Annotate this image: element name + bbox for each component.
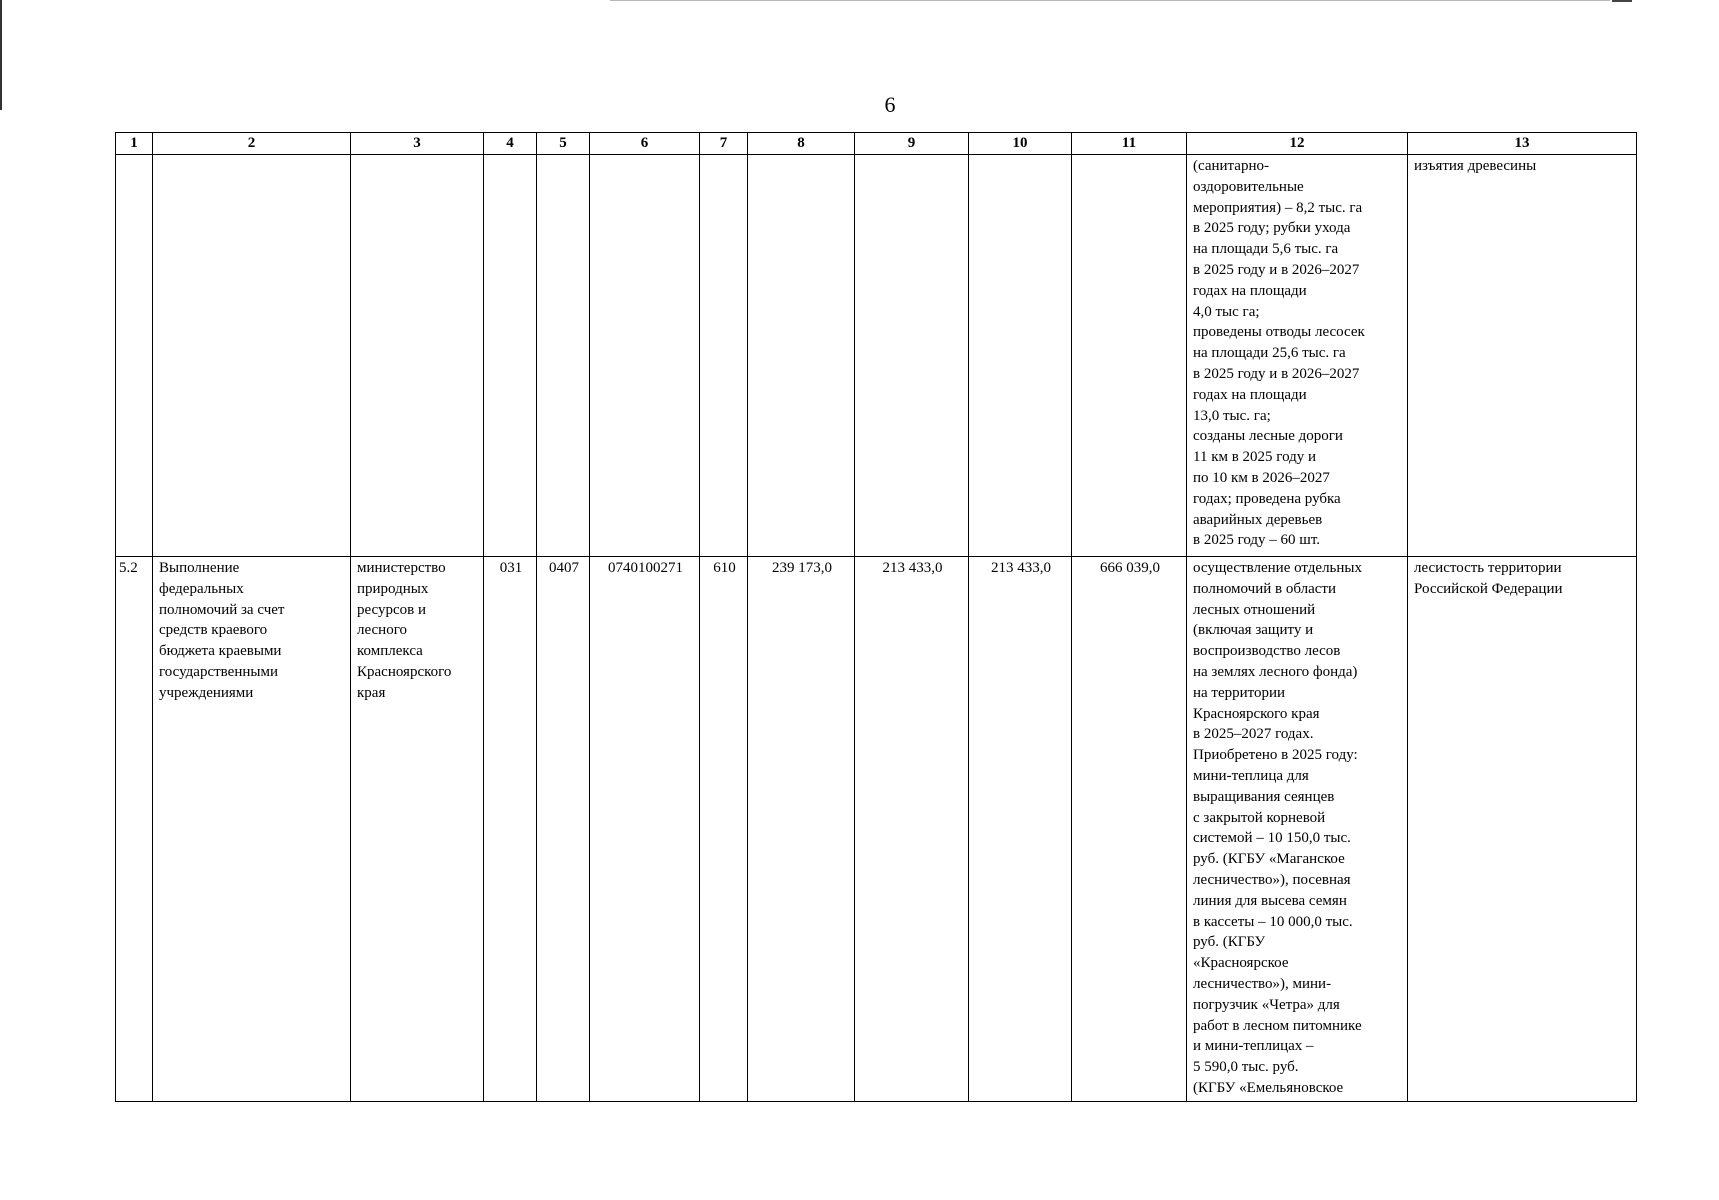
budget-table	[115, 132, 1637, 1102]
cell-amount-2027: 213 433,0	[969, 557, 1072, 1102]
table-row	[116, 557, 1637, 1102]
cell-item-number: 5.2	[116, 557, 153, 1102]
col-header-13: 13	[1408, 133, 1637, 155]
cell-csr	[590, 155, 700, 557]
col-header-12: 12	[1187, 133, 1408, 155]
col-header-10: 10	[969, 133, 1072, 155]
col-header-7: 7	[700, 133, 748, 155]
scan-artifact-dash	[1612, 0, 1632, 2]
cell-amount-2026: 213 433,0	[855, 557, 969, 1102]
col-header-8: 8	[748, 133, 855, 155]
cell-indicator: изъятия древесины	[1408, 155, 1637, 557]
cell-amount-total	[1072, 155, 1187, 557]
table-row	[116, 155, 1637, 557]
col-header-9: 9	[855, 133, 969, 155]
page-number: 6	[884, 92, 896, 117]
cell-csr: 0740100271	[590, 557, 700, 1102]
cell-item-number	[116, 155, 153, 557]
cell-grbs	[484, 155, 537, 557]
col-header-2: 2	[153, 133, 351, 155]
cell-expected-result: (санитарно- оздоровительные мероприятия) – 8,2 тыс. га в 2025 году; рубки ухода на площади 5,6 тыс. га в 2025 году и в 2026–2027 годах на площади 4,0 тыс га; проведены отводы лесосек на площади 25,6 тыс. га в 2025 году и в 2026–2027 годах на площади 13,0 тыс. га; созданы лесные дороги 11 км в 2025 году и по 10 км в 2026–2027 годах; проведена рубка аварийных деревьев в 2025 году – 60 шт.	[1187, 155, 1408, 557]
col-header-11: 11	[1072, 133, 1187, 155]
cell-activity-name	[153, 155, 351, 557]
col-header-3: 3	[351, 133, 484, 155]
cell-rzpr	[537, 155, 590, 557]
cell-vr	[700, 155, 748, 557]
cell-amount-2026	[855, 155, 969, 557]
cell-amount-total: 666 039,0	[1072, 557, 1187, 1102]
cell-responsible	[351, 155, 484, 557]
cell-indicator: лесистость территории Российской Федерации	[1408, 557, 1637, 1102]
cell-amount-2025	[748, 155, 855, 557]
header-row	[116, 133, 1637, 155]
cell-rzpr: 0407	[537, 557, 590, 1102]
col-header-6: 6	[590, 133, 700, 155]
cell-amount-2027	[969, 155, 1072, 557]
col-header-4: 4	[484, 133, 537, 155]
scan-artifact-line	[610, 0, 1610, 1]
col-header-1: 1	[116, 133, 153, 155]
col-header-5: 5	[537, 133, 590, 155]
cell-responsible: министерство природных ресурсов и лесного комплекса Красноярского края	[351, 557, 484, 1102]
cell-expected-result: осуществление отдельных полномочий в области лесных отношений (включая защиту и воспроизводство лесов на землях лесного фонда) на территории Красноярского края в 2025–2027 годах. Приобретено в 2025 году: мини-теплица для выращивания сеянцев с закрытой корневой системой – 10 150,0 тыс. руб. (КГБУ «Маганское лесничество»), посевная линия для высева семян в кассеты – 10 000,0 тыс. руб. (КГБУ «Красноярское лесничество»), мини- погрузчик «Четра» для работ в лесном питомнике и мини-теплицах – 5 590,0 тыс. руб. (КГБУ «Емельяновское	[1187, 557, 1408, 1102]
cell-activity-name: Выполнение федеральных полномочий за счет средств краевого бюджета краевыми государственными учреждениями	[153, 557, 351, 1102]
cell-amount-2025: 239 173,0	[748, 557, 855, 1102]
cell-grbs: 031	[484, 557, 537, 1102]
cell-vr: 610	[700, 557, 748, 1102]
